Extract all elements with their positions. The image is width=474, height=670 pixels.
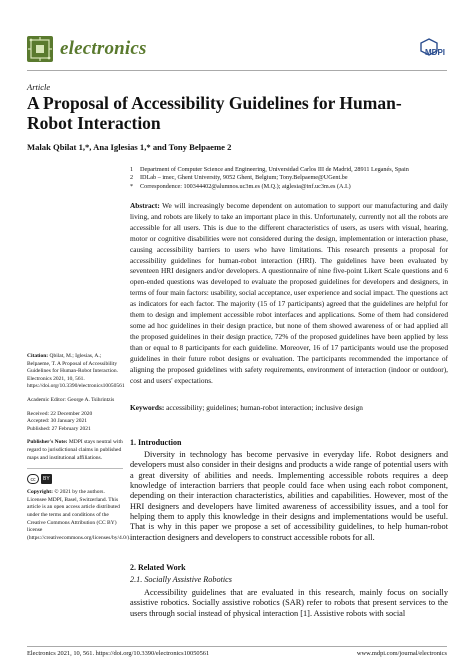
affiliation-text: Department of Computer Science and Engineering, Universidad Carlos III de Madrid, 28911 Leganés, Spain [140, 166, 409, 173]
introduction-text: Diversity in technology has become pervasive in everyday life. Robot designers and developers must also consider in their designs and products a wide range of potential users with a great diversity of abilities and needs. Implementing accessible robots requires a deep knowledge of interaction barriers that people could face when using each robot component, depending on their interaction characteristics, abilities and capabilities. However, most of the HRI designers and developers have limited awareness of accessibility issues, and a tool for helping them to apply this knowledge in their designs and implementations would be useful. That is why in this paper we propose a set of accessibility guidelines, to help human-robot interaction designers and developers to construct accessible robots for all. [130, 450, 448, 542]
electronics-circuit-icon [27, 36, 53, 62]
keywords-label: Keywords: [130, 403, 165, 412]
abstract [130, 201, 448, 386]
publisher-note [27, 439, 125, 462]
cc-license-badge[interactable] [27, 474, 125, 484]
abstract-label: Abstract: [130, 201, 160, 210]
author-list: Malak Qbilat 1,*, Ana Iglesias 1,* and Tony Belpaeme 2 [27, 142, 232, 152]
related-work-text: Accessibility guidelines that are evaluated in this research, mainly focus on socially assistive robotics. Socially assistive robotics (SAR) refer to robots that present services to the users through social instead of physical interaction [1]. Assistive robots with social [130, 588, 448, 618]
citation-text[interactable]: Qbilat, M.; Iglesias, A.; Belpaeme, T. A Proposal of Accessibility Guidelines for Human-Robot Interaction. Electronics 2021, 10, 561. https://doi.org/10.3390/electronics10050561 [27, 353, 125, 390]
footer-citation[interactable]: Electronics 2021, 10, 561. https://doi.org/10.3390/electronics10050561 [27, 650, 210, 657]
cc-icon: cc [27, 474, 39, 484]
copyright-text: © 2021 by the authors. Licensee MDPI, Basel, Switzerland. This article is an open access article distributed under the terms and conditions of the Creative Commons Attribution (CC BY) license (https://creativecommons.org/licenses/by/4.0/). [27, 489, 131, 541]
sidebar-divider [27, 468, 123, 469]
affiliation-mark: 2 [130, 174, 134, 182]
copyright-block [27, 489, 131, 542]
article-type: Article [27, 82, 51, 92]
cc-by-icon: BY [43, 476, 50, 483]
affiliation-mark: * [130, 182, 134, 190]
paper-title: A Proposal of Accessibility Guidelines for Human-Robot Interaction [27, 93, 402, 133]
citation-label: Citation: [27, 353, 49, 359]
affiliations [130, 166, 450, 191]
keywords-text: accessibility; guidelines; human-robot interaction; inclusive design [166, 403, 363, 412]
received-date: Received: 22 December 2020 [27, 410, 93, 417]
affiliation-item [130, 166, 450, 174]
journal-name: electronics [60, 38, 147, 59]
academic-editor: Academic Editor: George A. Tsihrintzis [27, 396, 115, 403]
abstract-text: We will increasingly become dependent on automation to support our manufacturing and daily living, and robots are likely to take an important place in this. Unfortunately, currently not all the robots are accessible for all users. This is due to the different characteristics of users, as users with visual, hearing, motor or cognitive disabilities were not considered during the design, implementation or interaction phase, causing accessibility barriers to users who have limitations. This research presents a proposal for accessibility guidelines for human-robot interaction (HRI). The guidelines have been evaluated by seventeen HRI designers and/or developers. A questionnaire of nine five-point Likert Scale questions and 6 open-ended questions was developed to evaluate the proposed guidelines for developers and designers, in terms of four main factors: usability, social acceptance, user experience and social impact. The questions act as indicators for each factor. The majority (15 of 17 participants) agreed that the guidelines are helpful for them to design and implement accessible robot interfaces and applications. Some of them had considered some ad hoc guidelines in their design practice, but none of them showed awareness of or had applied all the proposed guidelines in their design practice, 72% of the proposed guidelines have been applied by less than or equal to 8 participants for each guideline. Moreover, 16 of 17 participants would use the proposed guidelines in their future robot designs or evaluation. The participants recommended the importance of aligning the proposed guidelines with safety requirements, environment of interaction (indoor or outdoor), cost and users' expectations. [130, 201, 448, 385]
publisher-name: MDPI [425, 48, 445, 57]
subsection-heading: 2.1. Socially Assistive Robotics [130, 575, 232, 584]
copyright-label: Copyright: [27, 489, 53, 496]
citation-block [27, 353, 125, 391]
accepted-date: Accepted: 30 January 2021 [27, 418, 88, 425]
affiliation-item [130, 174, 450, 182]
affiliation-text: Correspondence: 100344402@alumnos.uc3m.es (M.Q.); aiglesia@inf.uc3m.es (A.I.) [140, 182, 351, 190]
article-info-sidebar [27, 353, 131, 548]
section-heading-introduction: 1. Introduction [130, 438, 182, 447]
section-heading-related-work: 2. Related Work [130, 563, 186, 572]
journal-header [27, 36, 447, 72]
keywords [130, 403, 448, 413]
affiliation-item [130, 183, 450, 191]
published-date: Published: 27 February 2021 [27, 425, 91, 432]
dates-block [27, 411, 125, 434]
affiliation-text: IDLab – imec, Ghent University, 9052 Ghent, Belgium; Tony.Belpaeme@UGent.be [140, 174, 348, 182]
footer-journal-url[interactable]: www.mdpi.com/journal/electronics [356, 650, 447, 657]
affiliation-mark: 1 [130, 166, 134, 173]
publisher-note-label: Publisher's Note: [27, 439, 68, 446]
publisher-note-text: MDPI stays neutral with regard to jurisdictional claims in published maps and institutional affiliations. [27, 439, 123, 461]
footer-divider [27, 646, 447, 647]
header-divider [27, 70, 447, 71]
